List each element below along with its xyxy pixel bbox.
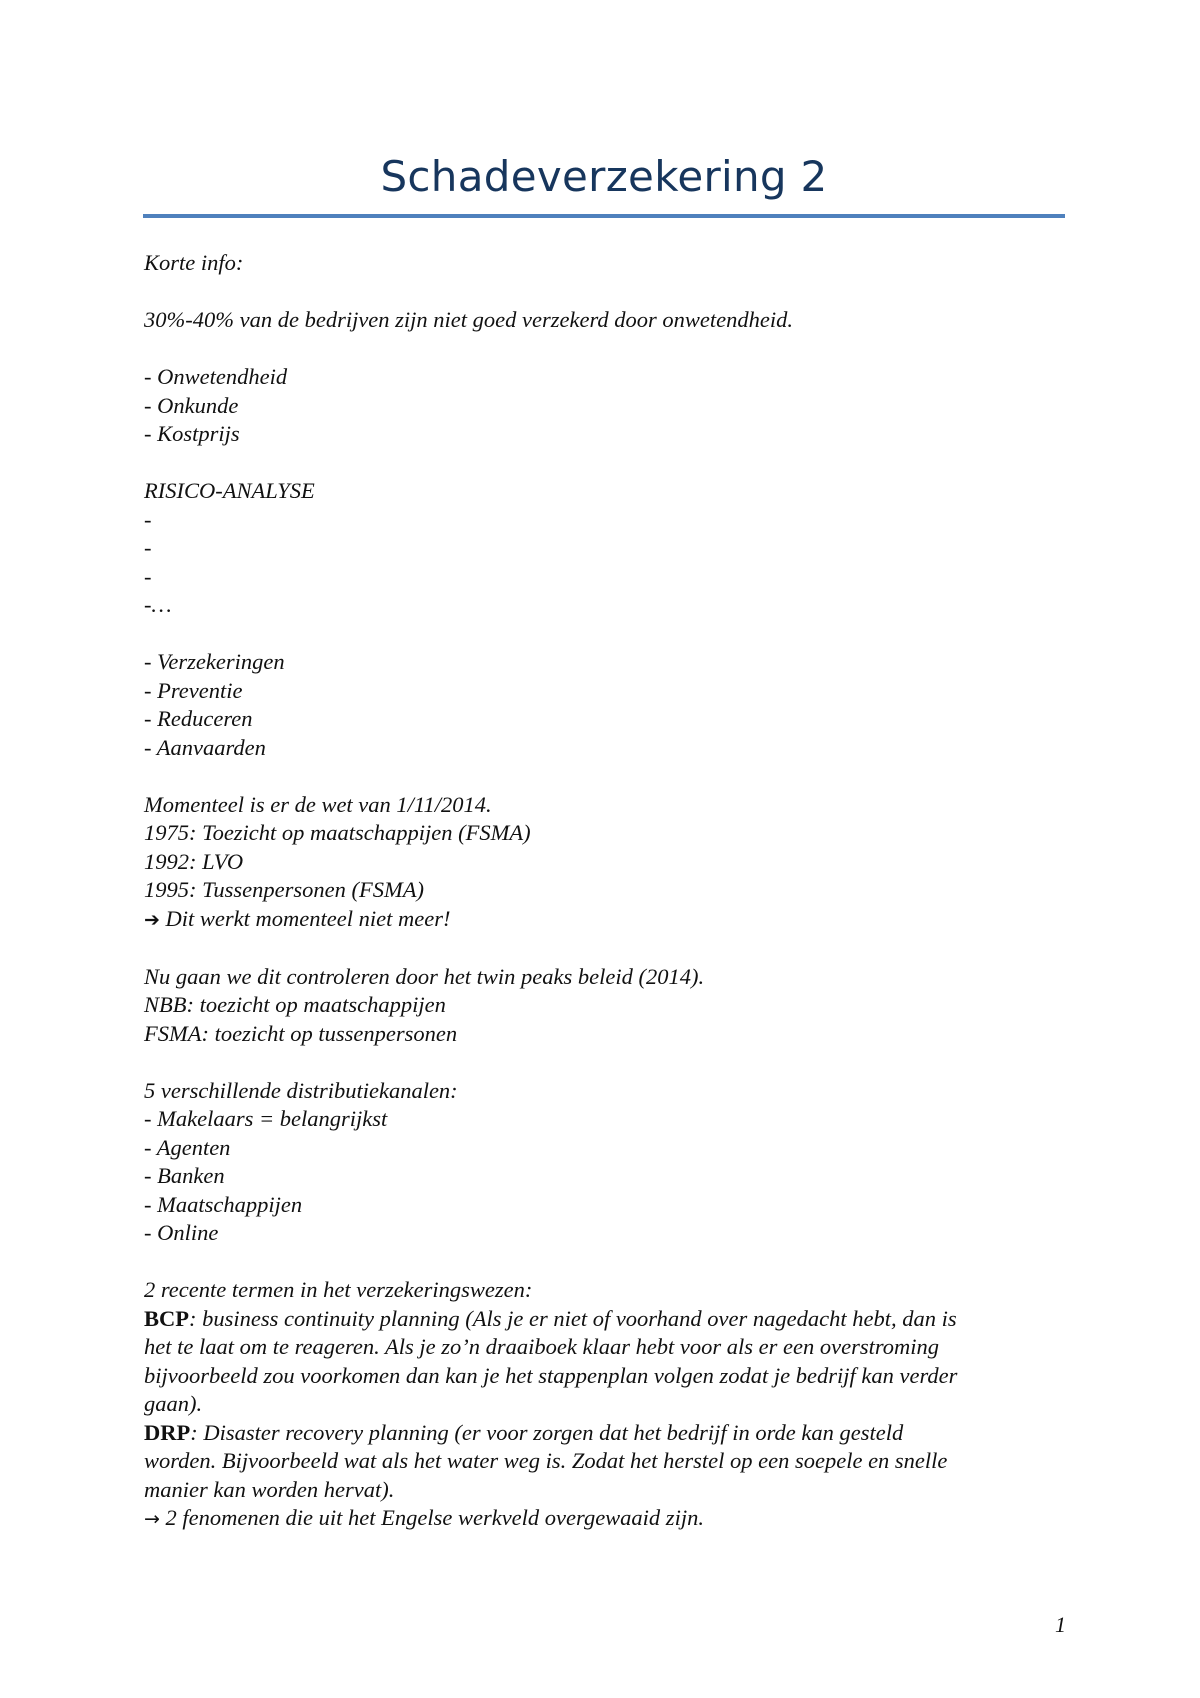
legislation-conclusion-text: Dit werkt momenteel niet meer! bbox=[165, 905, 451, 931]
arrow-right-icon: ➔ bbox=[144, 908, 160, 931]
legislation-conclusion bbox=[144, 905, 1074, 935]
risk-analysis-heading: RISICO-ANALYSE bbox=[144, 478, 315, 503]
list-item: - Onwetendheid bbox=[144, 364, 288, 389]
spacer bbox=[144, 620, 1074, 649]
list-item: - Online bbox=[144, 1220, 219, 1245]
list-item: - Makelaars = belangrijkst bbox=[144, 1106, 388, 1131]
bcp-term: BCP bbox=[144, 1305, 189, 1331]
distribution-heading: 5 verschillende distributiekanalen: bbox=[144, 1077, 458, 1103]
list-item: - Aanvaarden bbox=[144, 734, 266, 760]
recent-terms-conclusion bbox=[144, 1504, 1074, 1534]
recent-terms-conclusion-text: 2 fenomenen die uit het Engelse werkveld overgewaaid zijn. bbox=[165, 1505, 704, 1530]
list-item: - Preventie bbox=[144, 677, 243, 703]
bcp-line: het te laat om te reageren. Als je zo’n draaiboek klaar hebt voor als er een overstroming bbox=[144, 1334, 940, 1359]
drp-line: worden. Bijvoorbeeld wat als het water weg is. Zodat het herstel op een soepele en snelle bbox=[144, 1448, 948, 1473]
page-title: Schadeverzekering 2 bbox=[380, 152, 828, 201]
bcp-line: gaan). bbox=[144, 1391, 203, 1416]
twin-peaks-line: NBB: toezicht op maatschappijen bbox=[144, 992, 446, 1017]
bcp-line: bijvoorbeeld zou voorkomen dan kan je het stappenplan volgen zodat je bedrijf kan verder bbox=[144, 1362, 958, 1388]
drp-line bbox=[144, 1419, 1074, 1448]
spacer bbox=[144, 1048, 1074, 1077]
legislation-line: 1975: Toezicht op maatschappijen (FSMA) bbox=[144, 820, 531, 845]
intro-statement: 30%-40% van de bedrijven zijn niet goed verzekerd door onwetendheid. bbox=[144, 307, 793, 332]
bcp-line bbox=[144, 1305, 1074, 1334]
list-item: - Onkunde bbox=[144, 392, 239, 418]
legislation-line: 1995: Tussenpersonen (FSMA) bbox=[144, 877, 424, 902]
list-item: - Kostprijs bbox=[144, 421, 240, 446]
legislation-line: 1992: LVO bbox=[144, 848, 244, 874]
list-item: - bbox=[144, 563, 152, 589]
list-item: -… bbox=[144, 592, 172, 617]
legislation-line: Momenteel is er de wet van 1/11/2014. bbox=[144, 791, 492, 817]
twin-peaks-line: Nu gaan we dit controleren door het twin peaks beleid (2014). bbox=[144, 963, 705, 989]
spacer bbox=[144, 762, 1074, 791]
intro-heading: Korte info: bbox=[144, 250, 244, 275]
twin-peaks-line: FSMA: toezicht op tussenpersonen bbox=[144, 1020, 458, 1046]
list-item: - Reduceren bbox=[144, 706, 253, 731]
page-number: 1 bbox=[1055, 1612, 1066, 1637]
spacer bbox=[144, 934, 1074, 963]
list-item: - Agenten bbox=[144, 1134, 231, 1160]
list-item: - bbox=[144, 506, 152, 532]
drp-line: manier kan worden hervat). bbox=[144, 1476, 395, 1502]
drp-term: DRP bbox=[144, 1419, 191, 1445]
arrow-right-icon: → bbox=[144, 1508, 160, 1530]
document-body bbox=[144, 249, 1074, 1534]
list-item: - Banken bbox=[144, 1163, 225, 1188]
drp-text: : Disaster recovery planning (er voor zorgen dat het bedrijf in orde kan gesteld bbox=[190, 1419, 904, 1445]
recent-terms-heading: 2 recente termen in het verzekeringswezen: bbox=[144, 1277, 533, 1302]
spacer bbox=[144, 1248, 1074, 1277]
list-item: - bbox=[144, 535, 152, 560]
bcp-text: : business continuity planning (Als je er niet of voorhand over nagedacht hebt, dan is bbox=[189, 1305, 957, 1331]
spacer bbox=[144, 449, 1074, 478]
spacer bbox=[144, 278, 1074, 307]
title-underline bbox=[143, 214, 1065, 218]
list-item: - Verzekeringen bbox=[144, 649, 285, 674]
list-item: - Maatschappijen bbox=[144, 1191, 303, 1217]
spacer bbox=[144, 335, 1074, 364]
